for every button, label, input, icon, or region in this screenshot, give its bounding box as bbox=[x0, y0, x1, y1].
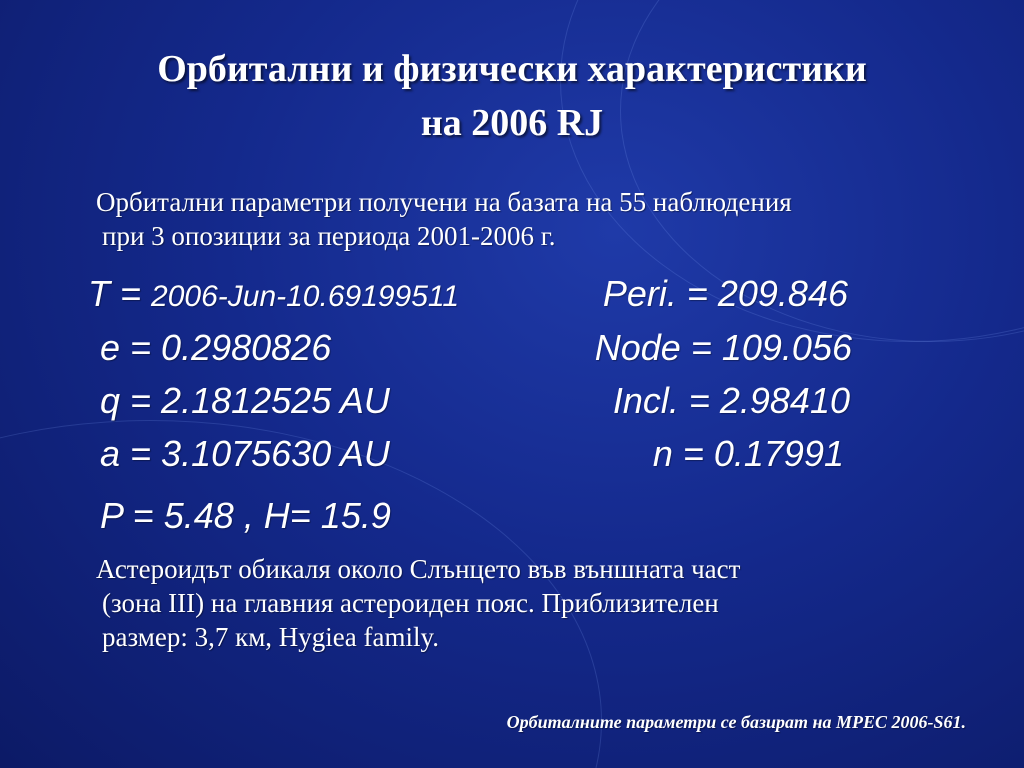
desc-line-1: Астероидът обикаля около Слънцето във външната част bbox=[96, 554, 741, 584]
title-line-2: на 2006 RJ bbox=[420, 102, 604, 144]
intro-paragraph bbox=[96, 185, 792, 253]
title-line-1: Орбитални и физически характеристики bbox=[157, 48, 867, 90]
footnote: Орбиталните параметри се базират на MPEC 2006-S61. bbox=[506, 712, 966, 732]
param-q: q = 2.1812525 AU bbox=[100, 380, 390, 421]
description-paragraph bbox=[96, 552, 740, 654]
intro-line-1: Орбитални параметри получени на базата на 55 наблюдения bbox=[96, 187, 792, 217]
param-node: Node = 109.056 bbox=[594, 327, 852, 368]
param-T-value: 2006-Jun-10.69199511 bbox=[151, 280, 460, 313]
param-T-label: T = bbox=[88, 273, 152, 314]
param-P-H: P = 5.48 , H= 15.9 bbox=[100, 495, 391, 536]
desc-line-2: (зона III) на главния астероиден пояс. Приблизителен bbox=[102, 588, 719, 618]
intro-line-2: при 3 опозиции за периода 2001-2006 г. bbox=[102, 221, 556, 251]
param-T bbox=[88, 272, 459, 319]
param-n: n = 0.17991 bbox=[652, 433, 844, 474]
param-incl: Incl. = 2.98410 bbox=[612, 380, 850, 421]
param-e: e = 0.2980826 bbox=[100, 327, 332, 368]
param-peri: Peri. = 209.846 bbox=[602, 273, 848, 314]
param-a: a = 3.1075630 AU bbox=[100, 433, 390, 474]
slide-title bbox=[40, 42, 984, 150]
desc-line-3: размер: 3,7 км, Hygiea family. bbox=[102, 622, 439, 652]
